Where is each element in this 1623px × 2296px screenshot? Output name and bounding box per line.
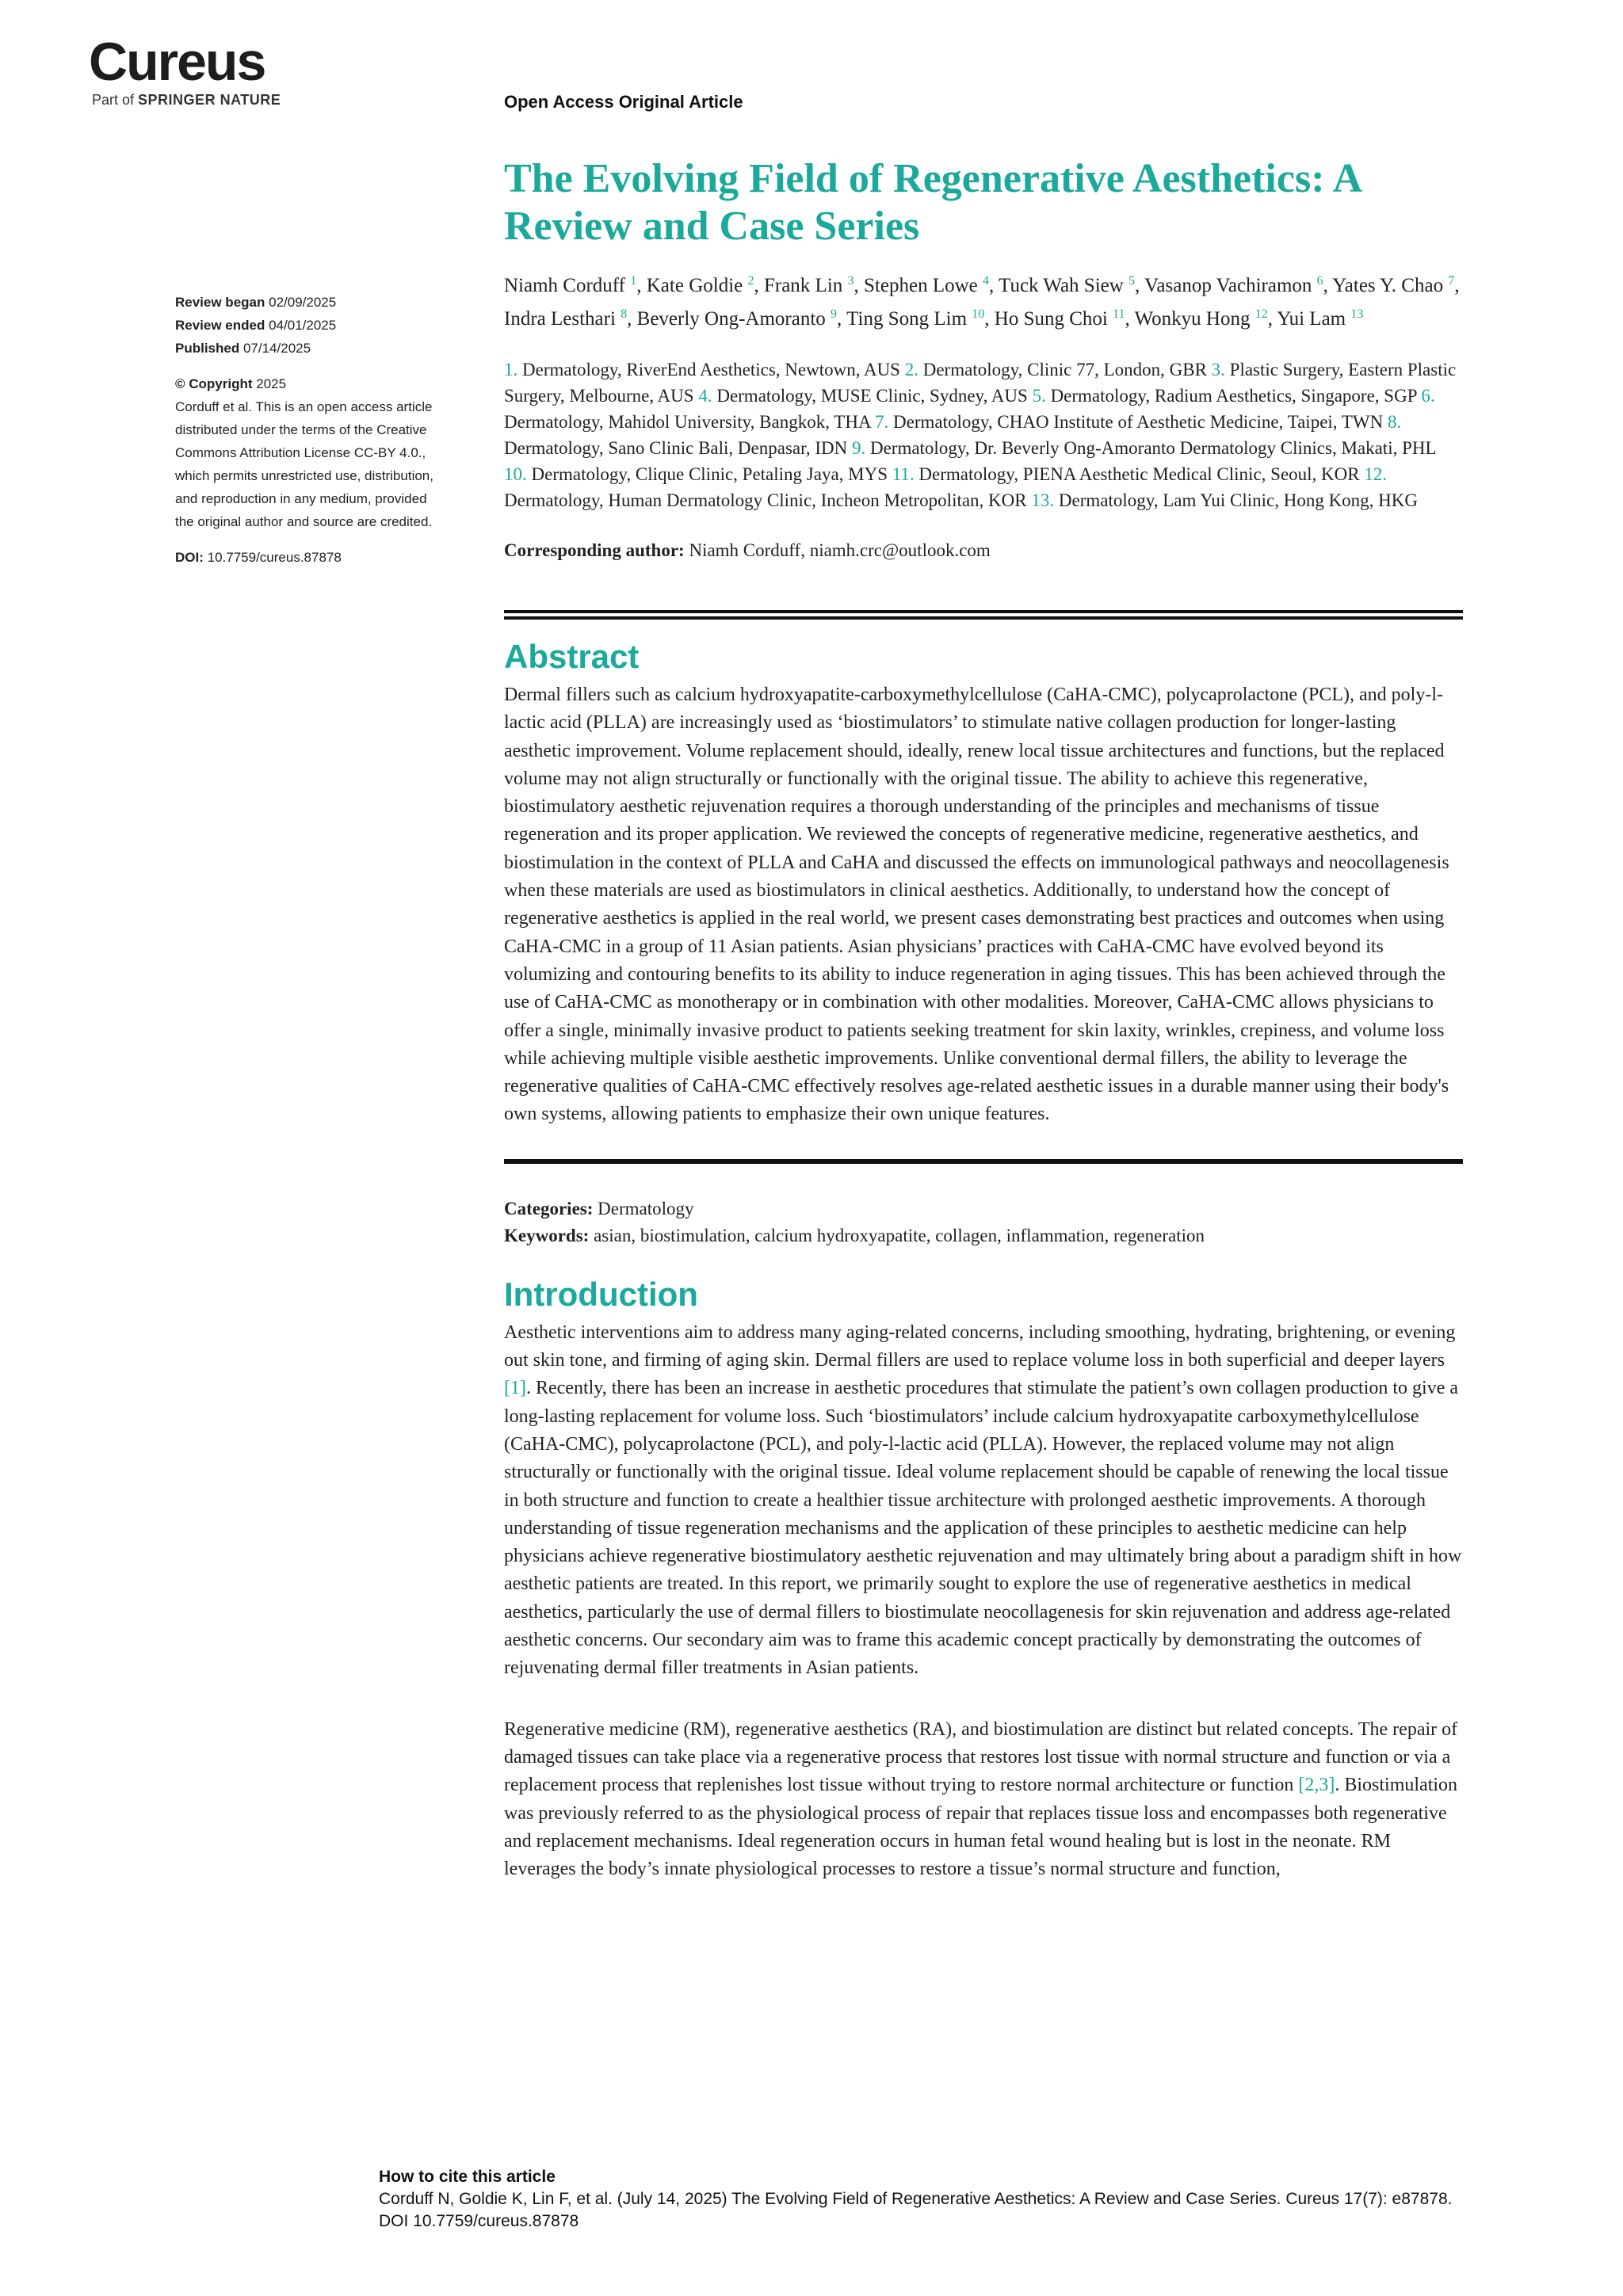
intro-paragraph-2: Regenerative medicine (RM), regenerative aesthetics (RA), and biostimulation are distinct but related concepts. The repair of damaged tissues can take place via a regenerative process that restores lost tissue with normal structure and function or via a replacement process that replenishes lost tissue without trying to restore normal architecture or function [2,3]. Biostimulation was previously referred to as the physiological process of repair that replaces tissue loss and encompasses both regenerative and replacement mechanisms. Ideal regeneration occurs in human fetal wound healing but is lost in the neonate. RM leverages the body’s innate physiological processes to restore a tissue’s normal structure and function, <box>504 1718 1458 1880</box>
article-sidebar <box>175 291 468 569</box>
affiliation-number: 9. <box>851 438 866 458</box>
citation-link[interactable]: [1] <box>504 1378 526 1399</box>
affiliation-number: 5. <box>1032 386 1046 406</box>
logo-subline: Part of SPRINGER NATURE <box>92 92 281 108</box>
author-name: Yates Y. Chao <box>1332 275 1444 296</box>
author-name: Kate Goldie <box>646 275 743 296</box>
license-text: Corduff et al. This is an open access article distributed under the terms of the Creative Commons Attribution License CC-BY 4.0., which permits unrestricted use, distribution, and reproduction in any medium, provided the original author and source are credited. <box>175 399 433 529</box>
article-main <box>504 155 1463 1883</box>
author-affiliation-number[interactable]: 3 <box>847 274 854 288</box>
article-title: The Evolving Field of Regenerative Aesthetics: A Review and Case Series <box>504 156 1361 249</box>
abstract-text: Dermal fillers such as calcium hydroxyapatite-carboxymethylcellulose (CaHA-CMC), polycaprolactone (PCL), and poly-l-lactic acid (PLLA) are increasingly used as ‘biostimulators’ to stimulate native collagen production for longer-lasting aesthetic improvement. Volume replacement should, ideally, renew local tissue architectures and functions, but the replaced volume may not align structurally or functionally with the original tissue. The ability to achieve this regenerative, biostimulatory aesthetic rejuvenation requires a thorough understanding of the principles and mechanisms of tissue regeneration and its proper application. We reviewed the concepts of regenerative medicine, regenerative aesthetics, and biostimulation in the context of PLLA and CaHA and discussed the effects on immunological pathways and neocollagenesis when these materials are used as biostimulators in clinical aesthetics. Additionally, to understand how the concept of regenerative aesthetics is applied in the real world, we present cases demonstrating best practices and outcomes when using CaHA-CMC in a group of 11 Asian patients. Asian physicians’ practices with CaHA-CMC have evolved beyond its volumizing and contouring benefits to its ability to induce regeneration in aging tissues. This has been achieved through the use of CaHA-CMC as monotherapy or in combination with other modalities. Moreover, CaHA-CMC allows physicians to offer a single, minimally invasive product to patients seeking treatment for skin laxity, wrinkles, crepiness, and volume loss while achieving multiple visible aesthetic improvements. Unlike conventional dermal fillers, the ability to leverage the regenerative qualities of CaHA-CMC effectively resolves age-related aesthetic issues in a durable manner using their body's own systems, allowing patients to emphasize their own unique features. <box>504 685 1449 1125</box>
affiliation-text: Dermatology, Clique Clinic, Petaling Jaya, MYS <box>531 464 888 484</box>
review-ended: Review ended 04/01/2025 <box>175 318 337 333</box>
author-name: Tuck Wah Siew <box>999 275 1124 296</box>
cite-line-2: DOI 10.7759/cureus.87878 <box>379 2212 579 2230</box>
published-date: Published 07/14/2025 <box>175 341 311 356</box>
affiliation-number: 10. <box>504 464 527 484</box>
author-name: Wonkyu Hong <box>1134 308 1251 330</box>
corresponding-author: Corresponding author: Niamh Corduff, niamh.crc@outlook.com <box>504 540 991 560</box>
cite-heading: How to cite this article <box>379 2168 556 2186</box>
affiliation-number: 2. <box>904 360 918 379</box>
introduction-heading: Introduction <box>504 1275 698 1313</box>
author-affiliation-number[interactable]: 6 <box>1316 274 1323 288</box>
affiliation-text: Dermatology, Radium Aesthetics, Singapore, SGP <box>1050 386 1417 406</box>
author-affiliation-number[interactable]: 1 <box>630 274 637 288</box>
author-name: Ho Sung Choi <box>994 308 1108 330</box>
author-name: Frank Lin <box>763 275 843 296</box>
affiliation-text: Dermatology, MUSE Clinic, Sydney, AUS <box>716 386 1028 406</box>
affiliation-number: 12. <box>1364 464 1388 484</box>
author-name: Stephen Lowe <box>864 275 978 296</box>
affiliation-text: Dermatology, PIENA Aesthetic Medical Clinic, Seoul, KOR <box>918 464 1360 484</box>
affiliation-text: Dermatology, Lam Yui Clinic, Hong Kong, HKG <box>1058 490 1419 510</box>
cite-line-1: Corduff N, Goldie K, Lin F, et al. (July 14, 2025) The Evolving Field of Regenerative Aesthetics: A Review and Case Series. Cureus 17(7): e87878. <box>379 2190 1453 2208</box>
author-list: Niamh Corduff $^1$, Kate Goldie $^2$, Frank Lin $^3$, Stephen Lowe $^4$, Tuck Wah Siew $^5$, Vasanop Vachiramon $^6$, Yates Y. Chao $^7$, Indra Lesthari $^8$, Beverly Ong-Amoranto $^9$, Ting Song Lim $^{10}$, Ho Sung Choi $^{11}$, Wonkyu Hong $^{12}$, Yui Lam $^{13}$ <box>504 274 1460 330</box>
author-affiliation-number[interactable]: 9 <box>831 307 838 321</box>
affiliation-number: 11. <box>892 464 915 484</box>
author-affiliation-number[interactable]: 2 <box>747 274 754 288</box>
doi[interactable]: DOI: 10.7759/cureus.87878 <box>175 550 342 565</box>
copyright: © Copyright 2025 <box>175 376 287 391</box>
affiliation-list <box>504 357 1463 513</box>
author-name: Vasanop Vachiramon <box>1144 275 1312 296</box>
author-affiliation-number[interactable]: 7 <box>1448 274 1455 288</box>
abstract-heading: Abstract <box>504 638 640 675</box>
journal-logo[interactable] <box>89 32 281 109</box>
author-name: Indra Lesthari <box>504 308 616 330</box>
categories: Categories: Dermatology <box>504 1198 694 1219</box>
affiliation-number: 13. <box>1031 490 1055 510</box>
affiliation-text: Dermatology, Sano Clinic Bali, Denpasar, IDN <box>504 438 848 458</box>
affiliation-text: Dermatology, Dr. Beverly Ong-Amoranto Dermatology Clinics, Makati, PHL <box>869 438 1436 458</box>
affiliation-text: Dermatology, Clinic 77, London, GBR <box>922 360 1207 379</box>
citation-link[interactable]: [2,3] <box>1298 1775 1335 1796</box>
affiliation-number: 7. <box>875 412 889 432</box>
affiliation-text: Dermatology, Human Dermatology Clinic, Incheon Metropolitan, KOR <box>504 490 1027 510</box>
author-affiliation-number[interactable]: 11 <box>1113 307 1125 321</box>
abstract-bottom-rule <box>504 1159 1463 1164</box>
keywords: Keywords: asian, biostimulation, calcium hydroxyapatite, collagen, inflammation, regeneration <box>504 1225 1205 1245</box>
affiliation-number: 4. <box>698 386 712 406</box>
affiliation-number: 8. <box>1388 412 1402 432</box>
author-affiliation-number[interactable]: 12 <box>1254 307 1268 321</box>
author-affiliation-number[interactable]: 8 <box>621 307 628 321</box>
affiliation-text: Dermatology, RiverEnd Aesthetics, Newtown, AUS <box>522 360 900 379</box>
abstract-top-rule <box>504 610 1463 620</box>
affiliation-text: Dermatology, Mahidol University, Bangkok, THA <box>504 412 871 432</box>
author-name: Niamh Corduff <box>504 275 625 296</box>
how-to-cite <box>379 2166 1452 2233</box>
author-affiliation-number[interactable]: 10 <box>972 307 985 321</box>
author-name: Beverly Ong-Amoranto <box>636 308 826 330</box>
categories-keywords <box>504 1196 1463 1249</box>
intro-paragraph-1: Aesthetic interventions aim to address many aging-related concerns, including smoothing, hydrating, brightening, or evening out skin tone, and firming of aging skin. Dermal fillers are used to replace volume loss in both superficial and deeper layers [1]. Recently, there has been an increase in aesthetic procedures that stimulate the patient’s own collagen production to give a long-lasting replacement for volume loss. Such ‘biostimulators’ include calcium hydroxyapatite carboxymethylcellulose (CaHA-CMC), polycaprolactone (PCL), and poly-l-lactic acid (PLLA). However, the replaced volume may not align structurally or functionally with the original tissue. Ideal volume replacement should be capable of renewing the local tissue in both structure and function to create a healthier tissue architecture with prolonged aesthetic improvements. A thorough understanding of tissue regeneration mechanisms and the application of these principles to aesthetic medicine can help physicians achieve regenerative biostimulatory aesthetic rejuvenation and may ultimately bring about a paradigm shift in how aesthetic patients are treated. In this report, we primarily sought to explore the use of regenerative aesthetics in medical aesthetics, particularly the use of dermal fillers to biostimulate neocollagenesis for skin rejuvenation and address age-related aesthetic concerns. Our secondary aim was to frame this academic concept practically by demonstrating the outcomes of rejuvenating dermal filler treatments in Asian patients. <box>504 1322 1462 1679</box>
logo-wordmark: Cureus <box>89 32 265 92</box>
affiliation-number: 6. <box>1421 386 1435 406</box>
corresponding-email[interactable]: Niamh Corduff, niamh.crc@outlook.com <box>689 540 991 560</box>
affiliation-text: Dermatology, CHAO Institute of Aesthetic Medicine, Taipei, TWN <box>893 412 1384 432</box>
author-affiliation-number[interactable]: 4 <box>983 274 989 288</box>
author-name: Yui Lam <box>1277 308 1346 330</box>
affiliation-number: 3. <box>1211 360 1225 379</box>
review-began: Review began 02/09/2025 <box>175 295 337 310</box>
author-affiliation-number[interactable]: 13 <box>1350 307 1364 321</box>
affiliation-number: 1. <box>504 360 518 379</box>
author-name: Ting Song Lim <box>846 308 968 330</box>
affiliation-text: Plastic Surgery, Eastern Plastic Surgery, Melbourne, AUS <box>504 360 1457 406</box>
author-affiliation-number[interactable]: 5 <box>1128 274 1136 288</box>
article-type-label: Open Access Original Article <box>504 92 743 112</box>
